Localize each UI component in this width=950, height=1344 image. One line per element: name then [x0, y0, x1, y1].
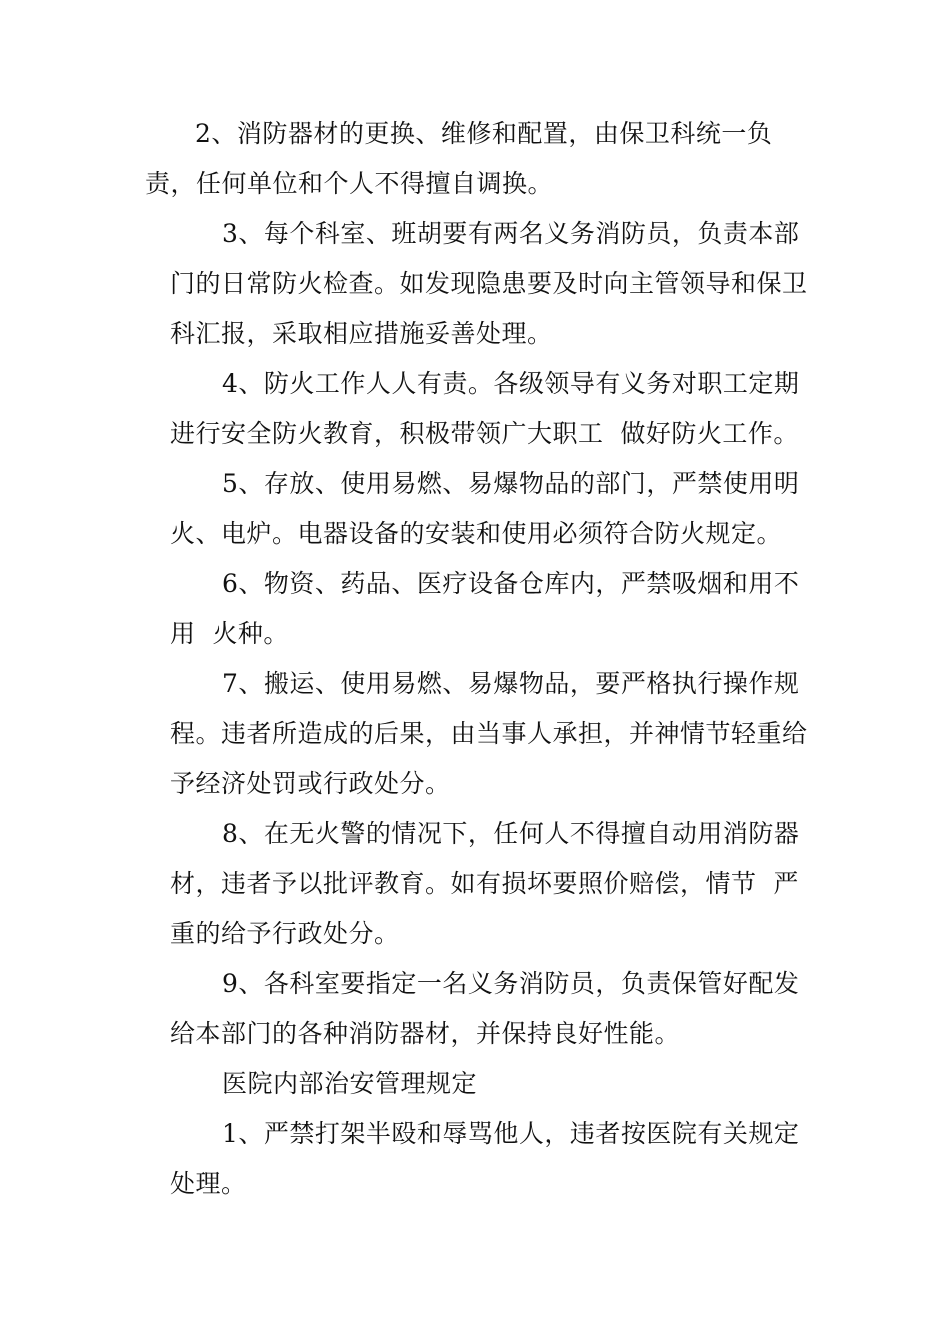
text-line: 进行安全防火教育，积极带领广大职工 做好防火工作。 — [170, 419, 799, 448]
text-line: 7、搬运、使用易燃、易爆物品，要严格执行操作规 — [222, 669, 800, 698]
text-line: 3、每个科室、班胡要有两名义务消防员，负责本部 — [222, 219, 800, 248]
text-line: 予经济处罚或行政处分。 — [170, 769, 451, 798]
text-line: 给本部门的各种消防器材，并保持良好性能。 — [170, 1019, 681, 1048]
text-line: 处理。 — [170, 1169, 247, 1198]
text-line: 科汇报，采取相应措施妥善处理。 — [170, 319, 553, 348]
text-line: 重的给予行政处分。 — [170, 919, 400, 948]
text-line: 门的日常防火检查。如发现隐患要及时向主管领导和保卫 — [170, 269, 808, 298]
text-line: 5、存放、使用易燃、易爆物品的部门，严禁使用明 — [222, 469, 800, 498]
text-line: 8、在无火警的情况下，任何人不得擅自动用消防器 — [222, 819, 800, 848]
text-line: 火、电炉。电器设备的安装和使用必须符合防火规定。 — [170, 519, 783, 548]
text-line: 程。违者所造成的后果，由当事人承担，并神情节轻重给 — [170, 719, 808, 748]
text-line: 用 火种。 — [170, 619, 289, 648]
section-heading: 医院内部治安管理规定 — [222, 1069, 478, 1098]
text-line: 材，违者予以批评教育。如有损坏要照价赔偿，情节 严 — [170, 869, 799, 898]
text-line: 6、物资、药品、医疗设备仓库内，严禁吸烟和用不 — [222, 569, 800, 598]
text-line: 责，任何单位和个人不得擅自调换。 — [145, 169, 554, 198]
text-line: 4、防火工作人人有责。各级领导有义务对职工定期 — [222, 369, 800, 398]
text-line: 1、严禁打架半殴和辱骂他人，违者按医院有关规定 — [222, 1119, 800, 1148]
text-line: 9、各科室要指定一名义务消防员，负责保管好配发 — [222, 969, 800, 998]
text-line: 2、消防器材的更换、维修和配置，由保卫科统一负 — [195, 119, 773, 148]
